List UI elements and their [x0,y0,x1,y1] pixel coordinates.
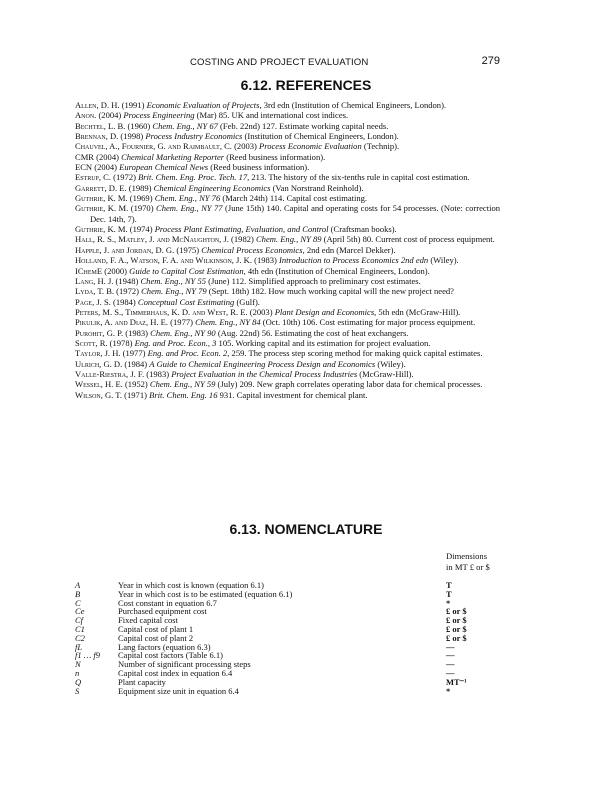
nomenclature-dimension: * [446,597,451,608]
reference-year: (1969) [127,193,155,204]
nomenclature-symbol: Cf [75,615,84,626]
reference-title: Brit. Chem. Eng. 16 [149,389,218,400]
reference-details: (June 15th) 140. Capital and operating costs for 54 processes. (Note: correction Dec. 14th, 7). [90,203,500,224]
nomenclature-description: Plant capacity [118,676,166,687]
reference-year: (2004) [92,162,120,173]
reference-list [75,100,500,400]
reference-entry [75,203,500,224]
dimensions-header-line2: in MT £ or $ [446,561,490,572]
reference-authors: Hall, R. S., Matley, J. and McNaughton, J. [75,234,229,245]
reference-details: (Feb. 22nd) 127. Estimate working capital needs. [217,120,389,131]
reference-year: (1952) [122,379,150,390]
reference-year: (1972) [114,286,142,297]
reference-details: , 259. The process step scoring method for making quick capital estimates. [227,348,483,359]
reference-details: (McGraw-Hill). [357,368,414,379]
nomenclature-symbol: N [75,659,81,670]
reference-title: Brit. Chem. Eng. Proc. Tech. 17 [138,172,248,183]
reference-authors: Lang, H. J. [75,275,114,286]
reference-details: (Institution of Chemical Engineers, London). [242,131,399,142]
reference-authors: Valle-Riestra, J. F. [75,368,145,379]
reference-year: (2003) [247,306,275,317]
nomenclature-description: Lang factors (equation 6.3) [118,641,211,652]
nomenclature-symbol: S [75,685,80,696]
reference-authors: Anon. [75,110,97,121]
reference-entry [75,276,500,286]
reference-title: Guide to Capital Cost Estimation [129,265,244,276]
reference-authors: Allen, D. H. [75,100,120,110]
reference-details: (June) 112. Simplified approach to preliminary cost estimates. [206,275,421,286]
nomenclature-description: Capital cost of plant 2 [118,632,194,643]
nomenclature-symbol: C2 [75,632,85,643]
reference-entry [75,379,500,389]
reference-year: (1977) [120,348,148,359]
reference-authors: Happle, J. and Jordan, D. G. [75,244,175,255]
nomenclature-row [75,687,515,696]
nomenclature-dimension: * [446,685,451,696]
nomenclature-description: Fixed capital cost [118,615,178,626]
reference-title: Economic Evaluation of Projects [146,100,260,110]
reference-details: (Oct. 10th) 106. Cost estimating for major process equipment. [260,317,476,328]
reference-title: Chemical Process Economics [201,244,303,255]
reference-entry [75,317,500,327]
nomenclature-dimension: £ or $ [446,615,467,626]
reference-entry [75,121,500,131]
reference-entry [75,286,500,296]
reference-entry [75,172,500,182]
nomenclature-description: Capital cost index in equation 6.4 [118,667,233,678]
reference-year: (1970) [128,203,157,214]
reference-authors: Wilson, G. T. [75,389,123,400]
reference-details: , 4th edn (Institution of Chemical Engineers, London). [243,265,430,276]
page-number: 279 [481,55,500,67]
reference-year: (1982) [228,234,256,245]
reference-year: (1971) [122,389,150,400]
reference-entry [75,255,500,265]
nomenclature-description: Equipment size unit in equation 6.4 [118,685,239,696]
reference-title: Chem. Eng., NY 77 [156,203,223,214]
reference-entry [75,193,500,203]
nomenclature-description: Capital cost of plant 1 [118,623,194,634]
reference-entry [75,152,500,162]
reference-title: Chemical Engineering Economics [153,182,271,193]
reference-authors: Wessel, H. E. [75,379,123,390]
reference-details: (Reed business information). [224,151,326,162]
reference-authors: Guthrie, K. M. [75,203,129,214]
nomenclature-dimension: T [446,588,452,599]
nomenclature-dimension: — [446,667,455,678]
reference-authors: Pikulik, A. and Diaz, H. E. [75,317,169,328]
reference-title: Chem. Eng., NY 76 [154,193,221,204]
reference-entry [75,110,500,120]
reference-year: (1983) [144,368,172,379]
reference-title: Process Economic Evaluation [259,141,362,152]
reference-title: Chem. Eng., NY 59 [149,379,216,390]
reference-details: (March 24th) 114. Capital cost estimating. [220,193,368,204]
nomenclature-symbol: A [75,580,81,590]
nomenclature-dimension: T [446,580,452,590]
reference-title: Chemical Marketing Reporter [121,151,225,162]
reference-details: (Van Norstrand Reinhold). [270,182,364,193]
reference-details: (Sept. 18th) 182. How much working capital will the new project need? [206,286,454,297]
reference-authors: Peters, M. S., Timmerhaus, K. D. and West, R. E. [75,306,248,317]
reference-entry [75,234,500,244]
reference-title: Chem. Eng., NY 84 [195,317,261,328]
reference-entry [75,183,500,193]
reference-authors: Page, J. S. [75,296,111,307]
reference-authors: CMR [75,151,95,162]
nomenclature-dimension: — [446,659,455,670]
nomenclature-dimension: — [446,641,455,652]
reference-authors: ECN [75,162,93,173]
reference-authors: Taylor, J. H. [75,348,121,359]
reference-authors: Holland, F. A., Watson, F. A. and Wilkinson, J. K. [75,255,252,266]
reference-title: Chem. Eng., NY 90 [150,327,216,338]
reference-entry [75,297,500,307]
reference-authors: Estrup, C. [75,172,112,183]
reference-year: (1983) [123,327,151,338]
reference-year: (1975) [174,244,202,255]
reference-year: (2000) [102,265,130,276]
reference-title: Process Engineering [123,110,195,121]
reference-entry [75,359,500,369]
nomenclature-description: Purchased equipment cost [118,606,207,617]
reference-details: (Craftsman books). [328,224,397,235]
reference-title: Eng. and Proc. Econ. 2 [147,348,228,359]
nomenclature-dimension: £ or $ [446,623,467,634]
reference-year: (1974) [127,224,155,235]
nomenclature-symbol: C1 [75,623,85,634]
reference-details: (Reed business information). [208,162,310,173]
nomenclature-description: Capital cost factors (Table 6.1) [118,650,223,661]
reference-authors: Lyda, T. B. [75,286,115,297]
reference-authors: Brennan, D. [75,131,119,142]
reference-year: (1989) [126,182,154,193]
reference-title: Chem. Eng., NY 79 [141,286,207,297]
nomenclature-symbol: fL [75,641,83,652]
nomenclature-symbol: Q [75,676,82,687]
reference-title: Introduction to Process Economics 2nd edn [279,255,429,266]
reference-details: 931. Capital investment for chemical plant. [217,389,368,400]
reference-authors: IChemE [75,265,103,276]
nomenclature-symbol: C [75,597,81,608]
reference-entry [75,245,500,255]
reference-entry [75,266,500,276]
reference-details: (July) 209. New graph correlates operating labor data for chemical processes. [215,379,483,390]
reference-authors: Garrett, D. E. [75,182,127,193]
reference-details: (Aug. 22nd) 56. Estimating the cost of heat exchangers. [215,327,409,338]
reference-details: (Wiley). [375,358,406,369]
reference-authors: Bechtel, L. B. [75,120,126,131]
reference-entry [75,390,500,400]
nomenclature-heading: 6.13. NOMENCLATURE [229,521,383,537]
reference-year: (1984) [110,296,138,307]
nomenclature-description: Year in which cost is known (equation 6.1) [118,580,264,590]
reference-year: (1948) [113,275,141,286]
reference-title: Conceptual Cost Estimating [137,296,235,307]
reference-year: (1998) [118,131,146,142]
reference-details: (Technip). [361,141,400,152]
reference-year: (1977) [168,317,196,328]
reference-year: (1984) [122,358,150,369]
reference-title: Process Plant Estimating, Evaluation, and Control [154,224,329,235]
reference-authors: Chauvel, A., Fournier, G. and Raimbault, C. [75,141,232,152]
reference-entry [75,338,500,348]
dimensions-header-line1: Dimensions [446,551,488,561]
reference-year: (1978) [107,337,135,348]
reference-authors: Ulrich, G. D. [75,358,123,369]
nomenclature-description: Cost constant in equation 6.7 [118,597,217,608]
reference-entry [75,162,500,172]
nomenclature-symbol: n [75,667,80,678]
reference-title: Plant Design and Economics [274,306,375,317]
nomenclature-description: Year in which cost is to be estimated (equation 6.1) [118,588,293,599]
reference-title: Process Industry Economics [145,131,243,142]
nomenclature-description: Number of significant processing steps [118,659,251,670]
reference-details: (April 5th) 80. Current cost of process equipment. [321,234,495,245]
reference-year: (2004) [94,151,122,162]
reference-details: , 2nd edn (Marcel Dekker). [302,244,396,255]
reference-entry [75,131,500,141]
reference-entry [75,369,500,379]
reference-entry [75,100,500,110]
reference-year: (2003) [231,141,260,152]
reference-title: Chem. Eng., NY 89 [255,234,322,245]
reference-year: (1960) [125,120,153,131]
nomenclature-dimension: £ or $ [446,632,467,643]
dimensions-header [446,551,490,572]
reference-entry [75,328,500,338]
nomenclature-dimension: £ or $ [446,606,467,617]
reference-details: , 213. The history of the six-tenths rule in capital cost estimation. [247,172,470,183]
reference-title: Chem. Eng., NY 67 [152,120,218,131]
nomenclature-dimension: — [446,650,455,661]
reference-authors: Guthrie, K. M. [75,193,128,204]
reference-year: (1983) [251,255,280,266]
nomenclature-symbol: B [75,588,81,599]
reference-title: A Guide to Chemical Engineering Process Design and Economics [149,358,376,369]
reference-year: (1991) [119,100,147,110]
reference-entry [75,224,500,234]
reference-authors: Purohit, G. P. [75,327,124,338]
reference-details: 105. Working capital and its estimation for project evaluation. [216,337,431,348]
reference-authors: Guthrie, K. M. [75,224,128,235]
reference-details: , 3rd edn (Institution of Chemical Engineers, London). [259,100,447,110]
running-head: COSTING AND PROJECT EVALUATION [190,57,369,68]
reference-title: Project Evaluation in the Chemical Process Industries [171,368,358,379]
references-heading: 6.12. REFERENCES [240,77,372,93]
reference-entry [75,348,500,358]
reference-title: Eng. and Proc. Econ., 3 [134,337,217,348]
nomenclature-symbol: Ce [75,606,85,617]
reference-title: Chem. Eng., NY 55 [140,275,206,286]
nomenclature-dimension: MT⁻¹ [446,676,467,687]
reference-entry [75,307,500,317]
reference-year: (2004) [96,110,124,121]
reference-details: , 5th edn (McGraw-Hill). [374,306,461,317]
reference-authors: Scott, R. [75,337,108,348]
reference-details: (Mar) 85. UK and international cost indices. [194,110,349,121]
reference-entry [75,141,500,151]
reference-details: (Wiley). [428,255,459,266]
nomenclature-table [75,581,515,695]
reference-year: (1972) [111,172,139,183]
reference-title: European Chemical News [119,162,209,173]
reference-details: (Gulf). [234,296,260,307]
nomenclature-symbol: f1 … f9 [75,650,101,661]
